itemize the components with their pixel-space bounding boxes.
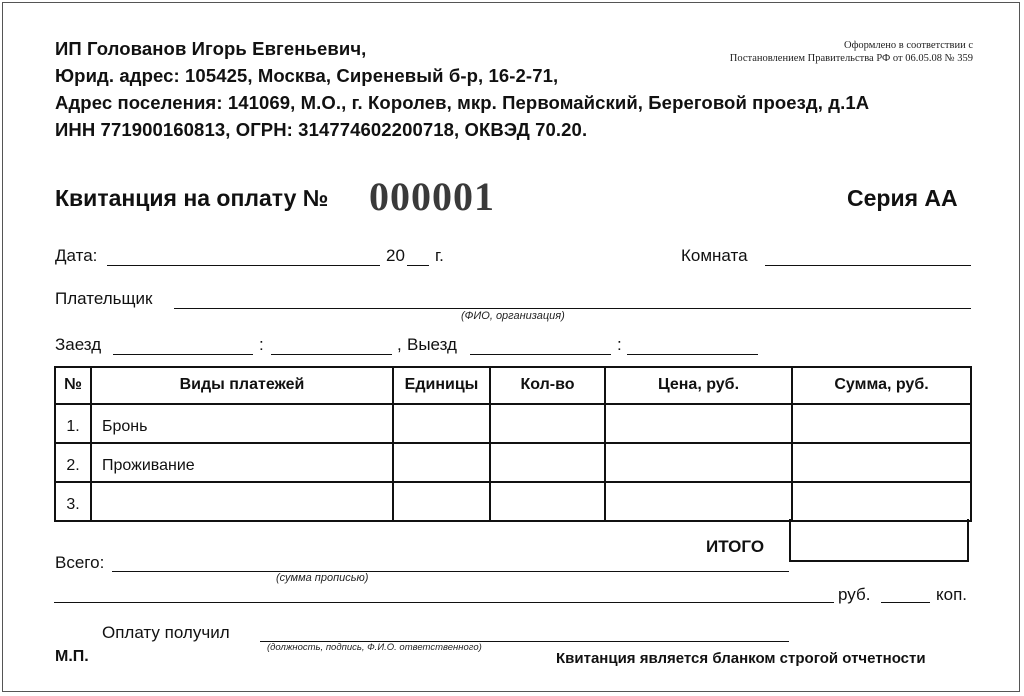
amount-words-hint: (сумма прописью) bbox=[276, 572, 369, 584]
col-header-quantity: Кол-во bbox=[490, 367, 605, 404]
payer-field[interactable] bbox=[174, 308, 971, 309]
table-row bbox=[55, 482, 971, 521]
checkin-date-field[interactable] bbox=[113, 354, 253, 355]
room-field[interactable] bbox=[765, 265, 971, 266]
date-label: Дата: bbox=[55, 246, 98, 265]
legal-note-line2: Постановлением Правительства РФ от 06.05.08 № 359 bbox=[729, 53, 973, 64]
col-header-payment-type: Виды платежей bbox=[91, 367, 393, 404]
row-units-cell[interactable] bbox=[393, 404, 490, 443]
row-units-cell[interactable] bbox=[393, 482, 490, 521]
kop-field[interactable] bbox=[881, 602, 930, 603]
row-payment-type[interactable] bbox=[91, 482, 393, 521]
issuer-name: ИП Голованов Игорь Евгеньевич, bbox=[55, 38, 367, 59]
receipt-title: Квитанция на оплату № bbox=[55, 185, 329, 211]
row-payment-type: Проживание bbox=[91, 443, 393, 482]
payer-label: Плательщик bbox=[55, 289, 153, 308]
checkin-colon: : bbox=[259, 335, 264, 354]
row-units-cell[interactable] bbox=[393, 443, 490, 482]
registration-ids: ИНН 771900160813, ОГРН: 314774602200718, ОКВЭД 70.20. bbox=[55, 119, 588, 140]
receipt-number: 000001 bbox=[369, 174, 495, 219]
row-quantity-cell[interactable] bbox=[490, 482, 605, 521]
col-header-number: № bbox=[55, 367, 91, 404]
checkout-colon: : bbox=[617, 335, 622, 354]
checkout-time-field[interactable] bbox=[627, 354, 758, 355]
strict-reporting-notice: Квитанция является бланком строгой отчетности bbox=[556, 650, 926, 667]
table-header-row bbox=[55, 367, 971, 404]
table-row bbox=[55, 443, 971, 482]
year-prefix: 20 bbox=[386, 246, 405, 265]
col-header-units: Единицы bbox=[393, 367, 490, 404]
payments-table bbox=[54, 366, 972, 522]
legal-note-line1: Оформлено в соответствии с bbox=[844, 40, 973, 51]
receipt-series: Серия АА bbox=[847, 185, 958, 211]
kop-label: коп. bbox=[936, 585, 968, 604]
row-price-cell[interactable] bbox=[605, 443, 792, 482]
checkout-comma: , bbox=[397, 335, 402, 354]
room-label: Комната bbox=[681, 246, 748, 265]
amount-words-field[interactable] bbox=[112, 571, 789, 572]
year-suffix: г. bbox=[435, 246, 444, 265]
row-price-cell[interactable] bbox=[605, 482, 792, 521]
date-field[interactable] bbox=[107, 265, 380, 266]
table-row bbox=[55, 404, 971, 443]
received-hint: (должность, подпись, Ф.И.О. ответственного) bbox=[267, 642, 482, 653]
row-number: 2. bbox=[55, 443, 91, 482]
row-quantity-cell[interactable] bbox=[490, 443, 605, 482]
row-number: 1. bbox=[55, 404, 91, 443]
row-sum-cell[interactable] bbox=[792, 443, 971, 482]
total-label: ИТОГО bbox=[706, 537, 765, 556]
checkout-label: Выезд bbox=[407, 335, 457, 354]
stamp-label: М.П. bbox=[55, 648, 89, 665]
year-field[interactable] bbox=[407, 265, 429, 266]
row-price-cell[interactable] bbox=[605, 404, 792, 443]
row-payment-type: Бронь bbox=[91, 404, 393, 443]
settlement-address: Адрес поселения: 141069, М.О., г. Королев, мкр. Первомайский, Береговой проезд, д.1А bbox=[55, 92, 870, 113]
total-sum-box[interactable] bbox=[789, 519, 969, 562]
received-label: Оплату получил bbox=[102, 623, 230, 642]
checkout-date-field[interactable] bbox=[470, 354, 611, 355]
legal-address: Юрид. адрес: 105425, Москва, Сиреневый б-р, 16-2-71, bbox=[55, 65, 559, 86]
amount-words-field-2[interactable] bbox=[54, 602, 834, 603]
rub-label: руб. bbox=[838, 585, 871, 604]
checkin-time-field[interactable] bbox=[271, 354, 392, 355]
row-number: 3. bbox=[55, 482, 91, 521]
col-header-price: Цена, руб. bbox=[605, 367, 792, 404]
checkin-label: Заезд bbox=[55, 335, 102, 354]
row-sum-cell[interactable] bbox=[792, 482, 971, 521]
row-quantity-cell[interactable] bbox=[490, 404, 605, 443]
payer-hint: (ФИО, организация) bbox=[461, 310, 565, 322]
row-sum-cell[interactable] bbox=[792, 404, 971, 443]
amount-label: Всего: bbox=[55, 553, 105, 572]
col-header-sum: Сумма, руб. bbox=[792, 367, 971, 404]
